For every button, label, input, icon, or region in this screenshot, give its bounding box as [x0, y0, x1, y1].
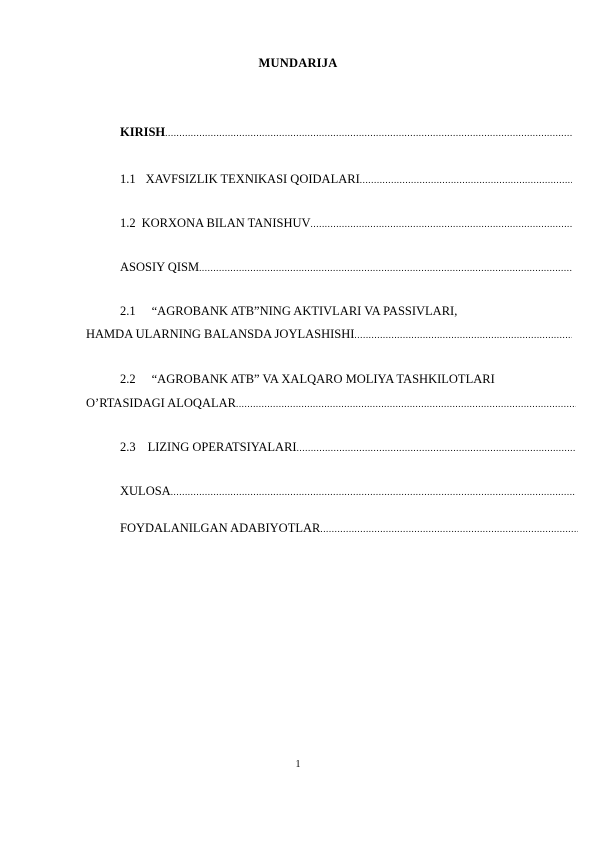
toc-label: XAVFSIZLIK TEXNIKASI QOIDALARI [145, 172, 360, 186]
toc-entry-kirish [120, 124, 572, 141]
toc-leader-dots [311, 216, 572, 232]
toc-leader-dots [199, 260, 572, 276]
toc-label: KORXONA BILAN TANISHUV [141, 216, 311, 230]
toc-number: 1.1 [120, 172, 136, 186]
toc-entry-2-2-line1 [120, 371, 495, 387]
toc-label: O’RTASIDAGI ALOQALAR [86, 396, 236, 410]
toc-entry-2-1-line1 [120, 303, 457, 319]
toc-number: 2.2 [120, 372, 136, 386]
toc-label: HAMDA ULARNING BALANSDA JOYLASHISHI [86, 327, 355, 341]
toc-leader-dots [165, 125, 572, 141]
toc-label: KIRISH [120, 125, 166, 139]
toc-number: 2.3 [120, 440, 136, 454]
toc-label: LIZING OPERATSIYALARI [147, 440, 297, 454]
page-title: MUNDARIJA [258, 56, 338, 70]
toc-entry-1-1 [120, 171, 572, 188]
toc-leader-dots [360, 172, 572, 188]
toc-number: 1.2 [120, 216, 136, 230]
toc-number: 2.1 [120, 304, 136, 318]
toc-entry-1-2 [120, 215, 572, 232]
toc-entry-2-1-line2 [86, 326, 572, 343]
toc-leader-dots [354, 327, 572, 343]
toc-label: XULOSA [120, 484, 171, 498]
toc-entry-2-3 [120, 439, 576, 456]
toc-entry-xulosa [120, 483, 576, 500]
toc-entry-foydalanilgan-adabiyotlar [120, 520, 578, 537]
page-number: 1 [295, 759, 301, 770]
toc-leader-dots [320, 521, 578, 537]
toc-label: FOYDALANILGAN ADABIYOTLAR [120, 521, 321, 535]
toc-entry-asosiy-qism [120, 259, 572, 276]
toc-entry-2-2-line2 [86, 395, 576, 412]
toc-leader-dots [171, 484, 576, 500]
toc-leader-dots [236, 396, 576, 412]
toc-label: “AGROBANK ATB”NING AKTIVLARI VA PASSIVLARI, [151, 304, 458, 318]
toc-label: ASOSIY QISM [120, 260, 200, 274]
toc-leader-dots [297, 440, 576, 456]
toc-label: “AGROBANK ATB” VA XALQARO MOLIYA TASHKILOTLARI [151, 372, 495, 386]
